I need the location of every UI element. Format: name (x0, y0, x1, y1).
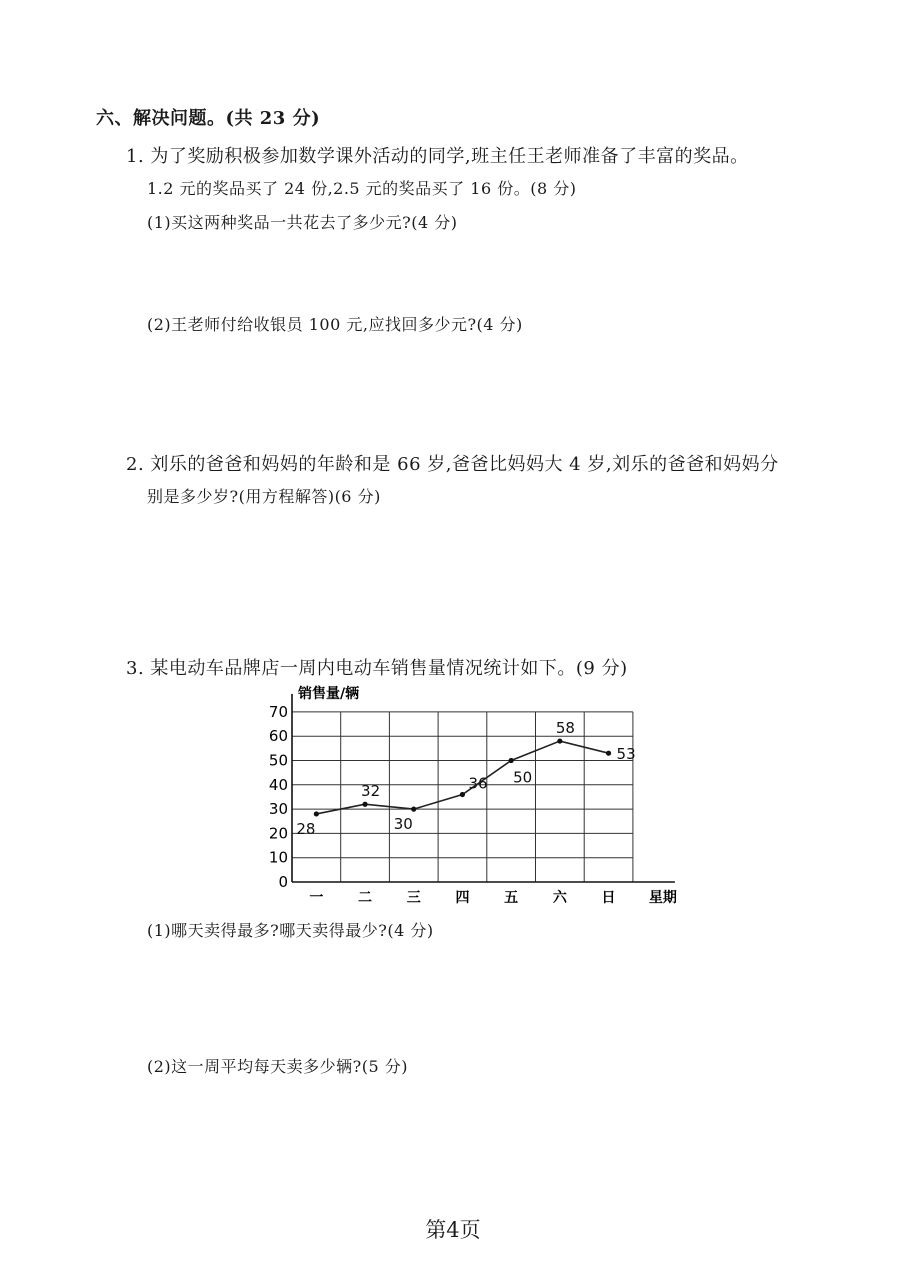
data-point (314, 811, 319, 816)
x-axis-label: 星期 (648, 890, 677, 906)
question-1-line-1: 1. 为了奖励积极参加数学课外活动的同学,班主任王老师准备了丰富的奖品。 (126, 146, 749, 167)
y-tick-label: 60 (268, 727, 288, 746)
data-label: 32 (361, 782, 381, 801)
x-tick-label: 六 (552, 890, 567, 906)
x-tick-label: 五 (504, 890, 519, 906)
y-tick-label: 30 (268, 800, 288, 819)
y-tick-label: 10 (268, 848, 288, 867)
question-2-line-1: 2. 刘乐的爸爸和妈妈的年龄和是 66 岁,爸爸比妈妈大 4 岁,刘乐的爸爸和妈妈分 (126, 454, 779, 475)
data-label: 53 (616, 745, 636, 764)
chart-svg (260, 684, 690, 914)
data-label: 58 (555, 719, 575, 738)
data-point (509, 758, 514, 763)
x-tick-label: 一 (309, 890, 324, 906)
question-1-line-2: 1.2 元的奖品买了 24 份,2.5 元的奖品买了 16 份。(8 分) (147, 179, 577, 198)
y-tick-label: 50 (268, 751, 288, 770)
y-axis-label: 销售量/辆 (298, 686, 360, 702)
question-1-sub-1: (1)买这两种奖品一共花去了多少元?(4 分) (147, 213, 458, 232)
data-label: 28 (296, 819, 316, 838)
y-tick-label: 70 (268, 702, 288, 721)
y-tick-label: 0 (278, 873, 288, 891)
data-label: 36 (468, 774, 488, 793)
question-3-line-1: 3. 某电动车品牌店一周内电动车销售量情况统计如下。(9 分) (126, 658, 628, 679)
series-line (316, 741, 608, 814)
data-point (411, 807, 416, 812)
data-point (460, 792, 465, 797)
x-tick-label: 日 (601, 890, 616, 906)
data-point (362, 802, 367, 807)
x-tick-label: 四 (455, 890, 470, 906)
question-1-sub-2: (2)王老师付给收银员 100 元,应找回多少元?(4 分) (147, 315, 523, 334)
question-3-sub-2: (2)这一周平均每天卖多少辆?(5 分) (147, 1057, 408, 1076)
x-tick-label: 三 (406, 890, 421, 906)
page-number: 第4页 (425, 1218, 481, 1242)
data-label: 50 (513, 768, 533, 787)
data-point (606, 751, 611, 756)
question-3-sub-1: (1)哪天卖得最多?哪天卖得最少?(4 分) (147, 921, 434, 940)
y-tick-label: 20 (268, 824, 288, 843)
x-tick-label: 二 (358, 890, 373, 906)
data-point (557, 738, 562, 743)
data-label: 30 (393, 815, 413, 834)
sales-line-chart (260, 684, 690, 914)
question-2-line-2: 别是多少岁?(用方程解答)(6 分) (147, 487, 381, 506)
section-title: 六、解决问题。(共 23 分) (96, 108, 321, 129)
y-tick-label: 40 (268, 775, 288, 794)
